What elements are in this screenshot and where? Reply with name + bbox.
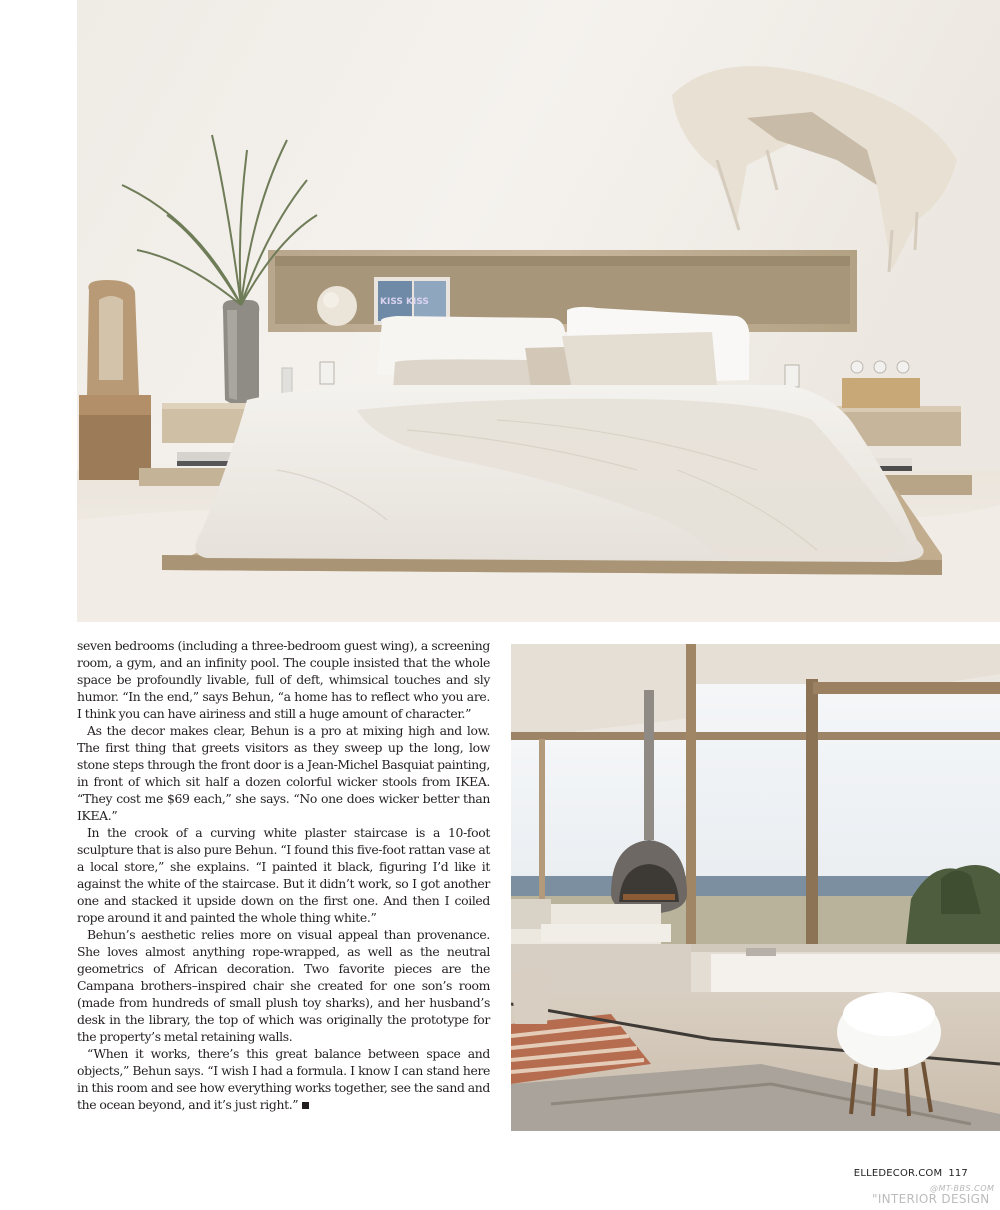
article-paragraph-1: seven bedrooms (including a three-bedroom guest wing), a screening room, a gym, and an infinity pool. The couple insisted that the whole space be profoundly livable, full of deft, whimsical touches and sly humor. “In the end,” says Behun, “a home has to reflect who you are. I think you can have airiness and still a huge amount of character.”: [77, 638, 490, 721]
article-paragraph-4: Behun’s aesthetic relies more on visual appeal than provenance. She loves almost anything rope-wrapped, as well as the neutral geometrics of African decoration. Two favorite pieces are the Campana brothers–inspired chair she created for one son’s room (made from hundreds of small plush toy sharks), and her husband’s desk in the library, the top of which was originally the prototype for the property’s metal retaining walls.: [77, 927, 490, 1044]
article-paragraph-5-wrap: [77, 1045, 490, 1113]
folio-site: ELLEDECOR.COM: [853, 1168, 943, 1179]
watermark-small: @MT-BBS.COM: [930, 1184, 995, 1193]
page-number: 117: [948, 1168, 968, 1179]
article-body: [77, 637, 490, 1113]
article-paragraph-2: As the decor makes clear, Behun is a pro at mixing high and low. The first thing that greets visitors as they sweep up the long, low stone steps through the front door is a Jean-Michel Basquiat painting, in front of which sit half a dozen colorful wicker stools from IKEA. “They cost me $69 each,” she says. “No one does wicker better than IKEA.”: [77, 723, 490, 823]
book-cover-text: KISS KISS: [380, 297, 429, 307]
bathroom-photo: [511, 644, 1000, 1131]
bedroom-photo: [77, 0, 1000, 622]
watermark-big: "INTERIOR DESIGN: [872, 1192, 990, 1206]
page-folio: [854, 1168, 968, 1179]
end-mark-icon: [302, 1102, 309, 1109]
article-paragraph-5: “When it works, there’s this great balance between space and objects,” Behun says. “I wish I had a formula. I know I can stand here in this room and see how everything works together, see the sand and the ocean beyond, and it’s just right.”: [77, 1046, 490, 1112]
article-paragraph-3: In the crook of a curving white plaster staircase is a 10-foot sculpture that is also pure Behun. “I found this five-foot rattan vase at a local store,” she explains. “I painted it black, figuring I’d like it against the white of the staircase. But it didn’t work, so I got another one and stacked it upside down on the first one. And then I coiled rope around it and painted the whole thing white.”: [77, 825, 490, 925]
